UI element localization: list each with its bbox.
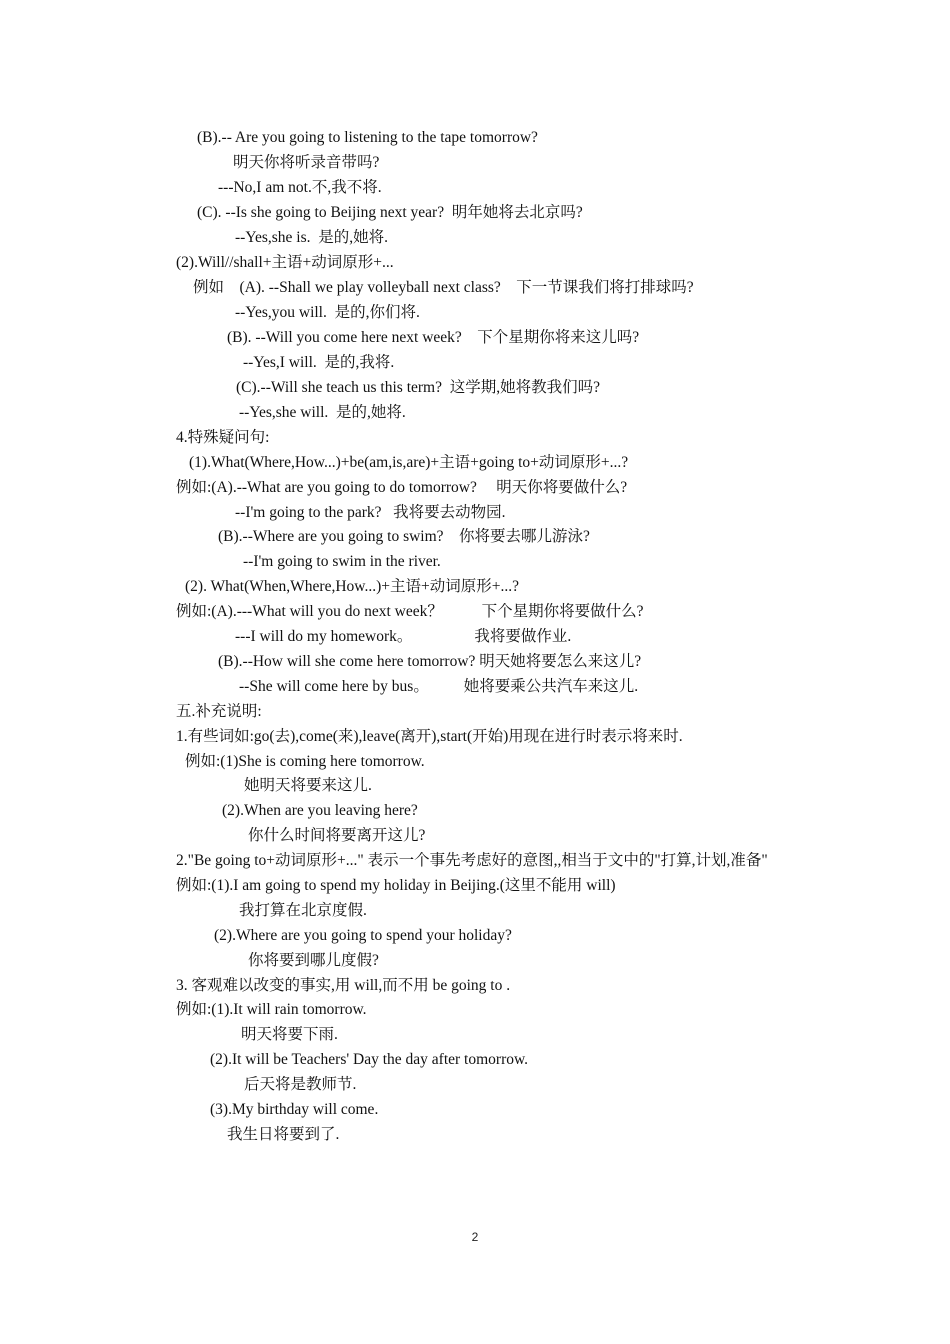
text-line: (C).--Will she teach us this term? 这学期,她将教我们吗? — [236, 379, 600, 396]
text-line: (2). What(When,Where,How...)+主语+动词原形+...? — [185, 578, 519, 595]
text-line: ---No,I am not.不,我不将. — [218, 179, 382, 196]
text-line: 我生日将要到了. — [227, 1126, 340, 1143]
page-number: 2 — [471, 1230, 479, 1244]
section-heading: 4.特殊疑问句: — [176, 429, 270, 446]
text-line: 1.有些词如:go(去),come(来),leave(离开),start(开始)用现在进行时表示将来时. — [176, 728, 683, 745]
text-line: --She will come here by bus。 她将要乘公共汽车来这儿. — [239, 678, 639, 695]
text-line: 2."Be going to+动词原形+..." 表示一个事先考虑好的意图,,相当于文中的"打算,计划,准备" — [176, 852, 768, 869]
text-line: (2).Where are you going to spend your holiday? — [214, 927, 512, 944]
text-line: (1).What(Where,How...)+be(am,is,are)+主语+going to+动词原形+...? — [189, 454, 629, 471]
text-line: --Yes,I will. 是的,我将. — [243, 354, 395, 371]
text-line: --I'm going to the park? 我将要去动物园. — [235, 504, 506, 521]
text-line: 例如:(1)She is coming here tomorrow. — [185, 753, 425, 770]
text-line: 明天你将听录音带吗? — [233, 154, 380, 171]
text-line: (2).Will//shall+主语+动词原形+... — [176, 254, 394, 271]
text-line: 我打算在北京度假. — [239, 902, 367, 919]
text-line: 例如:(1).It will rain tomorrow. — [176, 1001, 367, 1018]
text-line: ---I will do my homework。 我将要做作业. — [235, 628, 572, 645]
text-line: 后天将是教师节. — [244, 1076, 357, 1093]
text-line: 你什么时间将要离开这儿? — [248, 827, 426, 844]
text-line: 明天将要下雨. — [241, 1026, 338, 1043]
text-line: (3).My birthday will come. — [210, 1101, 379, 1118]
text-line: 她明天将要来这儿. — [244, 777, 372, 794]
text-line: 3. 客观难以改变的事实,用 will,而不用 be going to . — [176, 977, 511, 994]
text-line: --Yes,you will. 是的,你们将. — [235, 304, 420, 321]
text-line: (2).It will be Teachers' Day the day after tomorrow. — [210, 1051, 529, 1068]
text-line: --Yes,she is. 是的,她将. — [235, 229, 389, 246]
text-line: --I'm going to swim in the river. — [243, 553, 441, 570]
section-heading: 五.补充说明: — [176, 703, 262, 720]
text-line: 例如:(A).---What will you do next week？ 下个星期你将要做什么? — [176, 603, 644, 620]
text-line: (C). --Is she going to Beijing next year? 明年她将去北京吗? — [197, 204, 583, 221]
text-line: (2).When are you leaving here? — [222, 802, 418, 819]
text-line: (B). --Will you come here next week? 下个星期你将来这儿吗? — [227, 329, 640, 346]
text-line: (B).-- Are you going to listening to the tape tomorrow? — [197, 129, 538, 146]
text-line: 例如:(A).--What are you going to do tomorrow? 明天你将要做什么? — [176, 479, 628, 496]
text-line: (B).--How will she come here tomorrow? 明天她将要怎么来这儿? — [218, 653, 642, 670]
text-line: 你将要到哪儿度假? — [248, 952, 379, 969]
text-line: (B).--Where are you going to swim? 你将要去哪儿游泳? — [218, 528, 590, 545]
text-line: 例如 (A). --Shall we play volleyball next class? 下一节课我们将打排球吗? — [193, 279, 694, 296]
text-line: 例如:(1).I am going to spend my holiday in Beijing.(这里不能用 will) — [176, 877, 616, 894]
text-line: --Yes,she will. 是的,她将. — [239, 404, 406, 421]
